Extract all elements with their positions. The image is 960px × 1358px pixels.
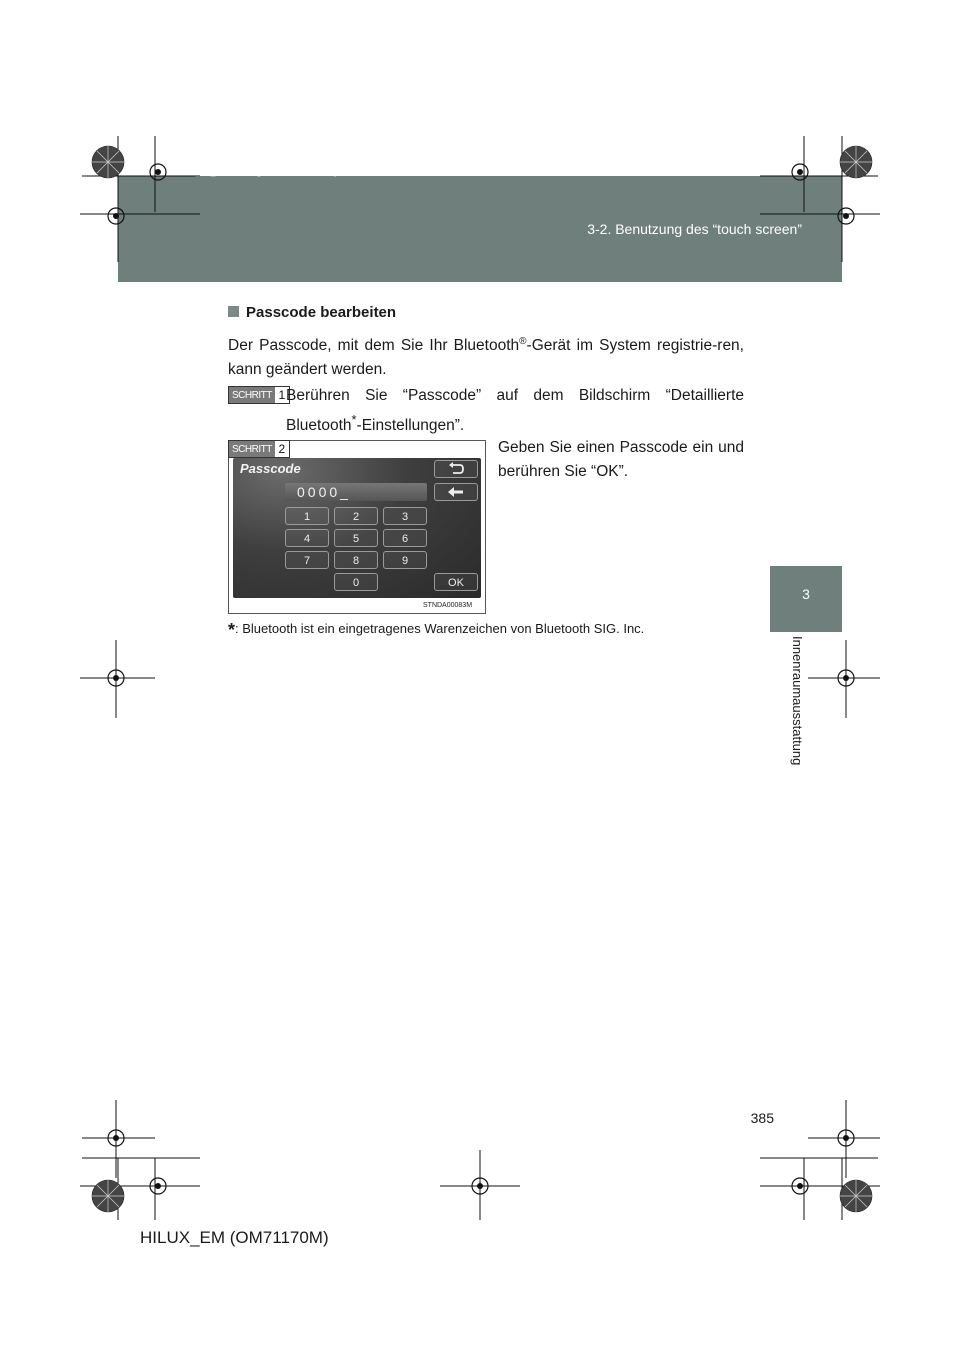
file-stamp: sec_03_02.fm Page 385 Wednesday, March 30, 2011 6:43 PM: [180, 168, 462, 177]
intro-text-2: -Gerät im System registrie-ren, kann geändert werden.: [228, 337, 744, 379]
key-9[interactable]: 9: [383, 551, 427, 569]
footnote-star-mark: *: [228, 620, 236, 640]
key-1[interactable]: 1: [285, 507, 329, 525]
chapter-number: 3: [802, 586, 810, 602]
chapter-label: Innenraumausstattung: [790, 636, 805, 766]
step-2-text: Geben Sie einen Passcode ein und berühren Sie “OK”.: [498, 439, 744, 480]
key-3[interactable]: 3: [383, 507, 427, 525]
ok-button[interactable]: OK: [434, 573, 478, 591]
figure-caption: STNDA00083M: [423, 602, 473, 609]
step-1-badge-number: 1: [275, 387, 289, 403]
key-0[interactable]: 0: [334, 573, 378, 591]
footnote-star: *: [351, 412, 357, 427]
step-2-badge-label: SCHRITT: [229, 441, 275, 457]
key-4[interactable]: 4: [285, 529, 329, 547]
key-6[interactable]: 6: [383, 529, 427, 547]
registered-mark: ®: [519, 336, 527, 347]
step-1-badge-label: SCHRITT: [229, 387, 275, 403]
key-2[interactable]: 2: [334, 507, 378, 525]
step-1-text-1: Berühren Sie “Passcode” auf dem Bildschirm “Detaillierte Bluetooth: [286, 387, 744, 435]
section-header: 3-2. Benutzung des “touch screen”: [587, 221, 802, 237]
page-number: 385: [750, 1110, 774, 1126]
screen-title: Passcode: [240, 461, 301, 476]
key-5[interactable]: 5: [334, 529, 378, 547]
passcode-field[interactable]: 0000_: [285, 483, 427, 501]
key-8[interactable]: 8: [334, 551, 378, 569]
document-code: HILUX_EM (OM71170M): [140, 1228, 329, 1247]
step-2-badge-number: 2: [275, 441, 289, 457]
step-1-text-2: -Einstellungen”.: [356, 417, 465, 435]
key-7[interactable]: 7: [285, 551, 329, 569]
section-title-text: Passcode bearbeiten: [246, 304, 397, 321]
intro-text-1: Der Passcode, mit dem Sie Ihr Bluetooth: [228, 337, 520, 355]
footnote-text: : Bluetooth ist ein eingetragenes Warenzeichen von Bluetooth SIG. Inc.: [235, 621, 645, 636]
